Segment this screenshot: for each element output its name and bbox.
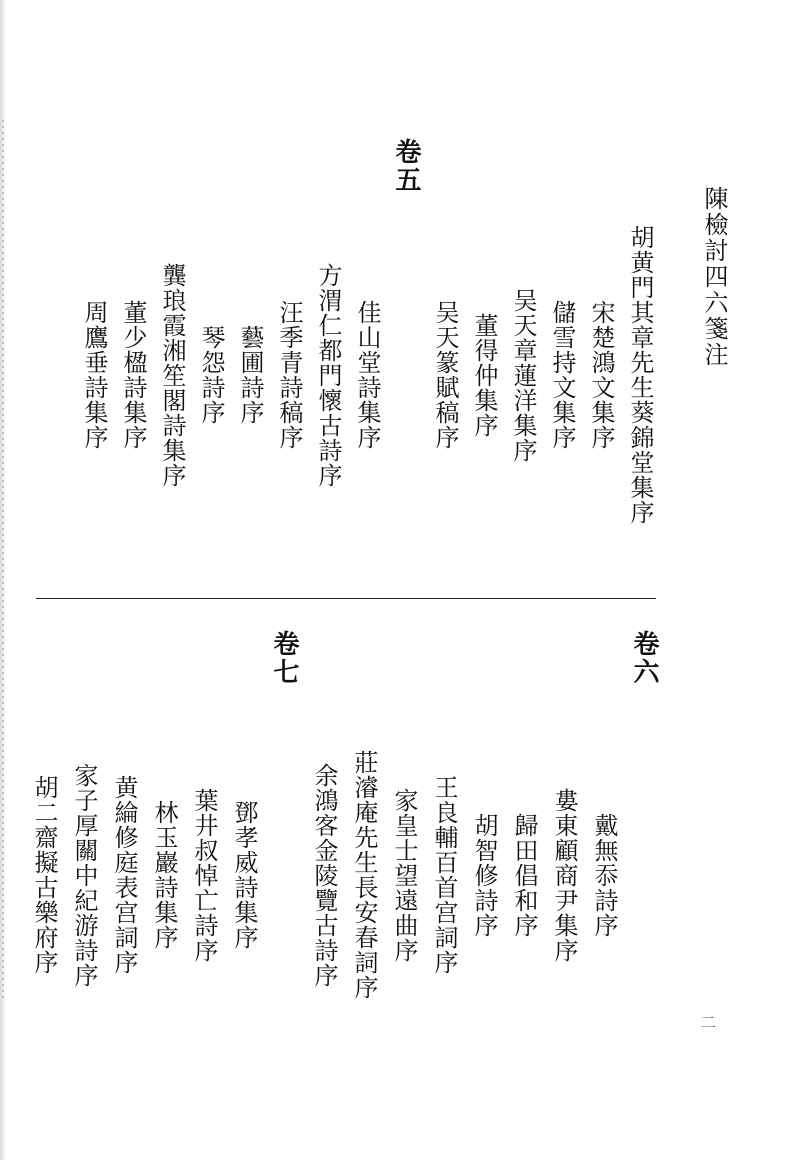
toc-entry[interactable]	[542, 160, 582, 590]
toc-entry-title: 胡二齋擬古樂府序	[30, 775, 58, 975]
toc-entry-title: 戴無忝詩序	[590, 812, 618, 938]
page-number: 二	[700, 1013, 716, 1032]
toc-entry-title: 琴怨詩序	[197, 325, 225, 425]
toc-entry[interactable]	[308, 160, 348, 590]
section-divider	[36, 598, 656, 599]
toc-entry[interactable]	[74, 160, 114, 590]
toc-entry-title: 莊濬庵先生長安春詞序	[350, 750, 378, 1000]
toc-entry-title: 方渭仁都門懷古詩序	[314, 262, 342, 488]
toc-entry[interactable]	[113, 160, 153, 590]
toc-entry[interactable]	[384, 660, 424, 1090]
toc-entry-title: 家子厚關中紀游詩序	[70, 762, 98, 988]
toc-entry-title: 周鷹垂詩集序	[80, 300, 108, 450]
running-header: 陳檢討四六箋注	[700, 186, 728, 368]
volume-heading: 卷六	[629, 630, 659, 686]
toc-entry[interactable]	[504, 660, 544, 1090]
toc-entry[interactable]	[584, 660, 624, 1090]
toc-entry-title: 王良輔百首宫詞序	[430, 775, 458, 975]
toc-entry-title: 胡智修詩序	[470, 812, 498, 938]
toc-entry-title: 龔琅霞湘笙閣詩集序	[158, 262, 186, 488]
page-edge-texture	[2, 120, 4, 1000]
toc-entry-title: 吴天章蓮洋集序	[509, 287, 537, 463]
toc-entry[interactable]	[104, 660, 144, 1090]
toc-entry[interactable]	[347, 160, 387, 590]
toc-entry-title: 藝圃詩序	[236, 325, 264, 425]
toc-entry[interactable]	[425, 160, 465, 590]
toc-entry[interactable]	[224, 660, 264, 1090]
toc-entry[interactable]	[191, 160, 231, 590]
toc-entry-title: 吴天篆賦稿序	[431, 300, 459, 450]
toc-entry[interactable]	[424, 660, 464, 1090]
toc-entry[interactable]	[464, 160, 504, 590]
toc-entry-title: 歸田倡和序	[510, 812, 538, 938]
toc-entry[interactable]	[230, 160, 270, 590]
toc-entry-title: 胡黄門其章先生葵錦堂集序	[626, 225, 654, 525]
volume-heading: 卷五	[391, 138, 421, 194]
toc-entry[interactable]	[544, 660, 584, 1090]
toc-entry[interactable]	[269, 160, 309, 590]
toc-entry[interactable]	[184, 660, 224, 1090]
toc-entry[interactable]	[304, 660, 344, 1090]
toc-entry-title: 儲雪持文集序	[548, 300, 576, 450]
toc-entry[interactable]	[581, 160, 621, 590]
toc-entry-title: 葉井叔悼亡詩序	[190, 787, 218, 963]
toc-entry[interactable]	[503, 160, 543, 590]
toc-entry-title: 婁東顧商尹集序	[550, 787, 578, 963]
toc-entry-title: 鄧孝威詩集序	[230, 800, 258, 950]
volume-heading: 卷七	[269, 630, 299, 686]
toc-entry-title: 宋楚鴻文集序	[587, 300, 615, 450]
toc-entry[interactable]	[144, 660, 184, 1090]
toc-entry-title: 黄綸修庭表宫詞序	[110, 775, 138, 975]
toc-entry-title: 董少楹詩集序	[119, 300, 147, 450]
toc-entry-title: 佳山堂詩集序	[353, 300, 381, 450]
toc-entry-title: 余鴻客金陵覽古詩序	[310, 762, 338, 988]
toc-entry[interactable]	[464, 660, 504, 1090]
toc-entry[interactable]	[24, 660, 64, 1090]
toc-entry-title: 董得仲集序	[470, 312, 498, 438]
toc-entry-title: 汪季青詩稿序	[275, 300, 303, 450]
toc-entry-title: 家皇士望遠曲序	[390, 787, 418, 963]
toc-entry-title: 林玉巖詩集序	[150, 800, 178, 950]
toc-entry[interactable]	[152, 160, 192, 590]
toc-entry[interactable]	[64, 660, 104, 1090]
toc-entry[interactable]	[344, 660, 384, 1090]
toc-entry[interactable]	[620, 160, 660, 590]
